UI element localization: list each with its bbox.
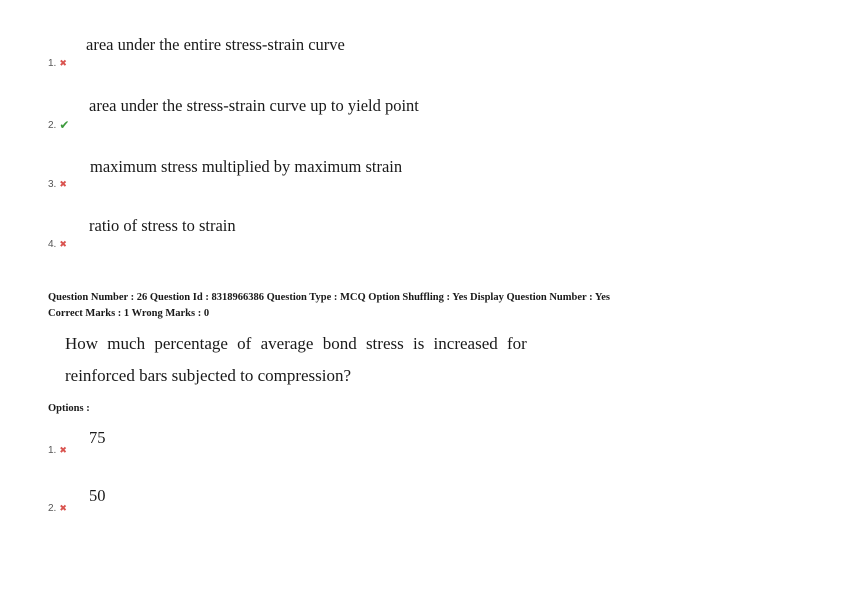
option-number [48,445,67,456]
option-number [48,503,67,514]
option-number-label: 1. [48,445,57,456]
question-meta: Question Number : 26 Question Id : 8318966386 Question Type : MCQ Option Shuffling : Yes Display Question Number : Yes [48,292,611,303]
option-number-label: 2. [48,119,57,131]
option-number [48,58,67,69]
option-text: area under the entire stress-strain curve [86,35,345,54]
question-marks: Correct Marks : 1 Wrong Marks : 0 [48,308,210,319]
option-number-label: 1. [48,58,57,69]
cross-icon: ✖ [59,503,67,513]
option-number [48,179,67,190]
cross-icon: ✖ [59,445,67,455]
option-text: 50 [89,486,106,505]
question-text-line: How much percentage of average bond stress is increased for [65,334,527,353]
options-label: Options : [48,403,90,414]
option-text: 75 [89,428,106,447]
option-number-label: 3. [48,179,57,190]
option-text: ratio of stress to strain [89,216,236,235]
option-number [48,239,67,250]
cross-icon: ✖ [59,58,67,68]
option-number-label: 2. [48,503,57,514]
question-text-line: reinforced bars subjected to compression? [65,366,352,385]
cross-icon: ✖ [59,239,67,249]
option-number-label: 4. [48,239,57,250]
option-text: maximum stress multiplied by maximum strain [90,157,403,176]
option-number [48,118,69,132]
cross-icon: ✖ [59,179,67,189]
question-text [65,328,527,392]
option-text: area under the stress-strain curve up to yield point [89,96,419,115]
check-icon: ✔ [59,118,70,132]
